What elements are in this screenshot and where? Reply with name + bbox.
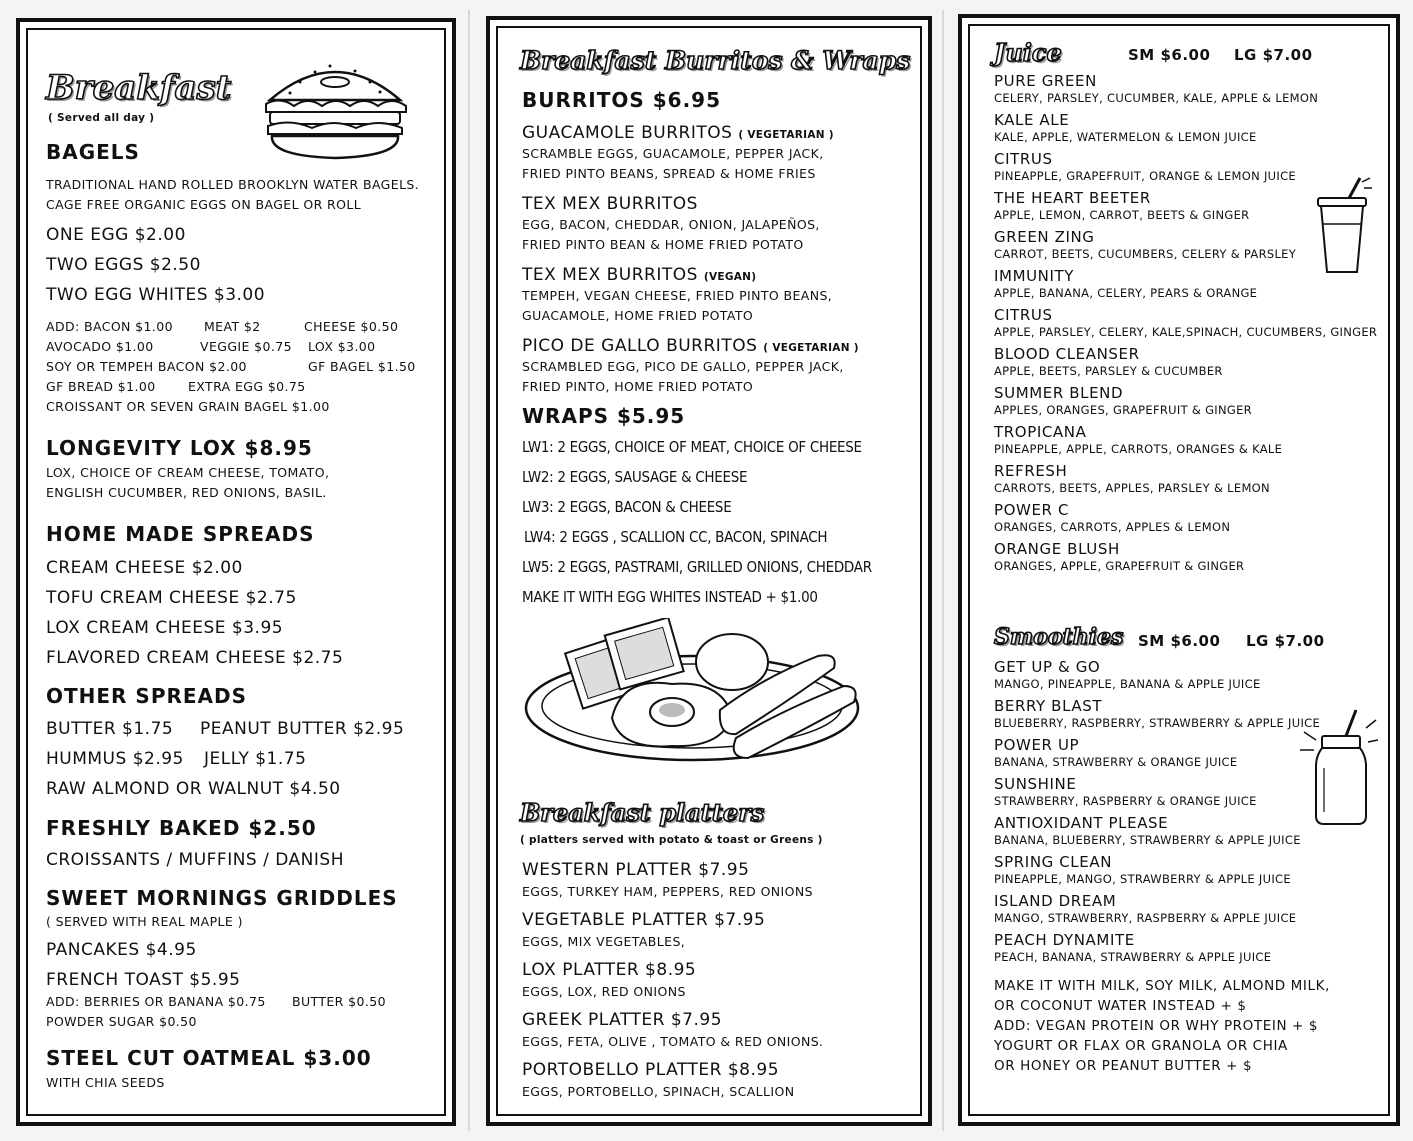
burrito-tex-mex-vegan-name — [522, 265, 756, 285]
menu-item-two-eggs: TWO EGGS $2.50 — [46, 255, 201, 275]
platter-lox-name: LOX PLATTER $8.95 — [522, 960, 697, 980]
platter-greek-desc: EGGS, FETA, OLIVE , TOMATO & RED ONIONS. — [522, 1034, 824, 1049]
smoothie-desc: MANGO, PINEAPPLE, BANANA & APPLE JUICE — [994, 677, 1261, 691]
other-jelly: JELLY $1.75 — [204, 749, 307, 769]
platters-title: Breakfast platters — [520, 798, 765, 827]
wraps-heading: WRAPS $5.95 — [522, 404, 686, 428]
juice-name: IMMUNITY — [994, 267, 1075, 285]
burrito-tex-mex-desc-1: EGG, BACON, CHEDDAR, ONION, JALAPEÑOS, — [522, 217, 820, 232]
burrito-pico-title: PICO DE GALLO BURRITOS — [522, 336, 758, 356]
fold-line-2 — [942, 10, 944, 1131]
longevity-lox-desc-1: LOX, CHOICE OF CREAM CHEESE, TOMATO, — [46, 465, 330, 480]
bagel-add-meat: MEAT $2 — [204, 319, 261, 334]
juice-name: TROPICANA — [994, 423, 1087, 441]
spread-cream-cheese: CREAM CHEESE $2.00 — [46, 558, 243, 578]
bagel-add-soy-bacon: SOY OR TEMPEH BACON $2.00 — [46, 359, 247, 374]
platters-note: ( platters served with potato & toast or Greens ) — [520, 834, 823, 846]
juice-name: GREEN ZING — [994, 228, 1095, 246]
bagels-desc-2: CAGE FREE ORGANIC EGGS ON BAGEL OR ROLL — [46, 197, 362, 212]
platter-lox-desc: EGGS, LOX, RED ONIONS — [522, 984, 686, 999]
juice-sm-price: SM $6.00 — [1128, 46, 1211, 64]
smoothie-name: ANTIOXIDANT PLEASE — [994, 814, 1169, 832]
griddle-french-toast: FRENCH TOAST $5.95 — [46, 970, 241, 990]
served-all-day-note: ( Served all day ) — [48, 112, 155, 124]
burrito-guacamole-name — [522, 123, 834, 143]
bagel-add-extra-egg: EXTRA EGG $0.75 — [188, 379, 306, 394]
smoothie-name: PEACH DYNAMITE — [994, 931, 1135, 949]
smoothie-extra-5: OR HONEY OR PEANUT BUTTER + $ — [994, 1058, 1253, 1074]
spread-flavored-cream-cheese: FLAVORED CREAM CHEESE $2.75 — [46, 648, 344, 668]
juice-name: REFRESH — [994, 462, 1068, 480]
breakfast-plate-illustration — [522, 618, 862, 768]
longevity-lox-heading: LONGEVITY LOX $8.95 — [46, 436, 313, 460]
burrito-pico-desc-2: FRIED PINTO, HOME FRIED POTATO — [522, 379, 754, 394]
burrito-guacamole-tag: ( VEGETARIAN ) — [738, 129, 834, 141]
juice-name: ORANGE BLUSH — [994, 540, 1120, 558]
burrito-tex-mex-name: TEX MEX BURRITOS — [522, 194, 698, 214]
smoothie-desc: PINEAPPLE, MANGO, STRAWBERRY & APPLE JUICE — [994, 872, 1291, 886]
burrito-pico-tag: ( VEGETARIAN ) — [763, 342, 859, 354]
juice-desc: ORANGES, CARROTS, APPLES & LEMON — [994, 520, 1231, 534]
other-butter: BUTTER $1.75 — [46, 719, 174, 739]
menu-item-one-egg: ONE EGG $2.00 — [46, 225, 186, 245]
steel-cut-oatmeal-desc: WITH CHIA SEEDS — [46, 1075, 165, 1090]
bagel-add-avocado: AVOCADO $1.00 — [46, 339, 154, 354]
burrito-guacamole-desc-2: FRIED PINTO BEANS, SPREAD & HOME FRIES — [522, 166, 816, 181]
freshly-baked-desc: CROISSANTS / MUFFINS / DANISH — [46, 850, 344, 870]
burritos-panel — [486, 16, 932, 1126]
bagels-desc-1: TRADITIONAL HAND ROLLED BROOKLYN WATER BAGELS. — [46, 177, 420, 192]
burritos-wraps-title: Breakfast Burritos & Wraps — [520, 46, 911, 75]
platter-western-name: WESTERN PLATTER $7.95 — [522, 860, 750, 880]
burrito-tex-mex-vegan-tag: (VEGAN) — [703, 271, 757, 283]
griddle-pancakes: PANCAKES $4.95 — [46, 940, 197, 960]
menu-item-two-egg-whites: TWO EGG WHITES $3.00 — [46, 285, 266, 305]
juice-desc: CELERY, PARSLEY, CUCUMBER, KALE, APPLE & LEMON — [994, 91, 1319, 105]
smoothie-name: ISLAND DREAM — [994, 892, 1117, 910]
juice-name: SUMMER BLEND — [994, 384, 1124, 402]
juice-cup-icon — [1312, 176, 1374, 276]
juice-desc: PINEAPPLE, GRAPEFRUIT, ORANGE & LEMON JUICE — [994, 169, 1296, 183]
smoothie-name: SPRING CLEAN — [994, 853, 1113, 871]
burrito-pico-name — [522, 336, 859, 356]
juice-desc: ORANGES, APPLE, GRAPEFRUIT & GINGER — [994, 559, 1245, 573]
juice-desc: APPLE, PARSLEY, CELERY, KALE,SPINACH, CUCUMBERS, GINGER — [994, 325, 1378, 339]
wrap-lw5: LW5: 2 EGGS, PASTRAMI, GRILLED ONIONS, CHEDDAR — [522, 558, 872, 576]
juice-panel — [958, 14, 1400, 1126]
smoothie-extra-1: MAKE IT WITH MILK, SOY MILK, ALMOND MILK, — [994, 978, 1330, 994]
smoothie-extra-2: OR COCONUT WATER INSTEAD + $ — [994, 998, 1247, 1014]
platter-greek-name: GREEK PLATTER $7.95 — [522, 1010, 723, 1030]
burrito-tex-mex-vegan-desc-2: GUACAMOLE, HOME FRIED POTATO — [522, 308, 754, 323]
wrap-lw1: LW1: 2 EGGS, CHOICE OF MEAT, CHOICE OF CHEESE — [522, 438, 862, 456]
bagel-sandwich-illustration — [260, 52, 410, 162]
bagels-heading: BAGELS — [46, 140, 140, 164]
juice-name: CITRUS — [994, 150, 1053, 168]
sweet-mornings-heading: SWEET MORNINGS GRIDDLES — [46, 886, 398, 910]
juice-name: POWER C — [994, 501, 1070, 519]
wrap-egg-whites: MAKE IT WITH EGG WHITES INSTEAD + $1.00 — [522, 588, 818, 606]
breakfast-panel — [16, 18, 456, 1126]
smoothie-desc: BANANA, BLUEBERRY, STRAWBERRY & APPLE JUICE — [994, 833, 1301, 847]
burrito-guacamole-title: GUACAMOLE BURRITOS — [522, 123, 733, 143]
juice-name: KALE ALE — [994, 111, 1070, 129]
smoothies-title: Smoothies — [994, 624, 1124, 650]
juice-name: THE HEART BEETER — [994, 189, 1151, 207]
fold-line-1 — [468, 10, 470, 1131]
smoothie-desc: BLUEBERRY, RASPBERRY, STRAWBERRY & APPLE JUICE — [994, 716, 1321, 730]
juice-desc: APPLE, BEETS, PARSLEY & CUCUMBER — [994, 364, 1223, 378]
juice-title: Juice — [994, 38, 1062, 67]
wrap-lw2: LW2: 2 EGGS, SAUSAGE & CHEESE — [522, 468, 748, 486]
burrito-tex-mex-vegan-desc-1: TEMPEH, VEGAN CHEESE, FRIED PINTO BEANS, — [522, 288, 833, 303]
bagel-add-gf-bagel: GF BAGEL $1.50 — [308, 359, 416, 374]
home-made-spreads-heading: HOME MADE SPREADS — [46, 522, 315, 546]
wrap-lw3: LW3: 2 EGGS, BACON & CHEESE — [522, 498, 732, 516]
burrito-tex-mex-desc-2: FRIED PINTO BEAN & HOME FRIED POTATO — [522, 237, 804, 252]
smoothie-extra-3: ADD: VEGAN PROTEIN OR WHY PROTEIN + $ — [994, 1018, 1319, 1034]
smoothie-lg-price: LG $7.00 — [1246, 632, 1325, 650]
juice-desc: APPLE, LEMON, CARROT, BEETS & GINGER — [994, 208, 1250, 222]
platter-portobello-desc: EGGS, PORTOBELLO, SPINACH, SCALLION — [522, 1084, 795, 1099]
smoothie-name: POWER UP — [994, 736, 1080, 754]
juice-desc: PINEAPPLE, APPLE, CARROTS, ORANGES & KALE — [994, 442, 1283, 456]
other-hummus: HUMMUS $2.95 — [46, 749, 184, 769]
platter-vegetable-desc: EGGS, MIX VEGETABLES, — [522, 934, 686, 949]
juice-desc: APPLES, ORANGES, GRAPEFRUIT & GINGER — [994, 403, 1252, 417]
griddle-add-butter: BUTTER $0.50 — [292, 994, 386, 1009]
juice-name: PURE GREEN — [994, 72, 1097, 90]
wrap-lw4: LW4: 2 EGGS , SCALLION CC, BACON, SPINACH — [524, 528, 828, 546]
platter-vegetable-name: VEGETABLE PLATTER $7.95 — [522, 910, 766, 930]
juice-desc: CARROTS, BEETS, APPLES, PARSLEY & LEMON — [994, 481, 1270, 495]
mason-jar-icon — [1300, 706, 1378, 826]
platter-western-desc: EGGS, TURKEY HAM, PEPPERS, RED ONIONS — [522, 884, 813, 899]
juice-name: CITRUS — [994, 306, 1053, 324]
smoothie-desc: BANANA, STRAWBERRY & ORANGE JUICE — [994, 755, 1238, 769]
juice-name: BLOOD CLEANSER — [994, 345, 1140, 363]
bagel-add-cheese: CHEESE $0.50 — [304, 319, 399, 334]
smoothie-extra-4: YOGURT OR FLAX OR GRANOLA OR CHIA — [994, 1038, 1288, 1054]
sweet-mornings-note: ( SERVED WITH REAL MAPLE ) — [46, 914, 243, 929]
other-spreads-heading: OTHER SPREADS — [46, 684, 248, 708]
juice-desc: APPLE, BANANA, CELERY, PEARS & ORANGE — [994, 286, 1258, 300]
longevity-lox-desc-2: ENGLISH CUCUMBER, RED ONIONS, BASIL. — [46, 485, 327, 500]
juice-lg-price: LG $7.00 — [1234, 46, 1313, 64]
juice-desc: KALE, APPLE, WATERMELON & LEMON JUICE — [994, 130, 1257, 144]
spread-lox-cream-cheese: LOX CREAM CHEESE $3.95 — [46, 618, 284, 638]
burrito-pico-desc-1: SCRAMBLED EGG, PICO DE GALLO, PEPPER JACK, — [522, 359, 844, 374]
smoothie-name: BERRY BLAST — [994, 697, 1103, 715]
burrito-guacamole-desc-1: SCRAMBLE EGGS, GUACAMOLE, PEPPER JACK, — [522, 146, 824, 161]
smoothie-desc: STRAWBERRY, RASPBERRY & ORANGE JUICE — [994, 794, 1257, 808]
bagel-add-bacon: ADD: BACON $1.00 — [46, 319, 173, 334]
griddle-powder-sugar: POWDER SUGAR $0.50 — [46, 1014, 197, 1029]
freshly-baked-heading: FRESHLY BAKED $2.50 — [46, 816, 317, 840]
smoothie-desc: PEACH, BANANA, STRAWBERRY & APPLE JUICE — [994, 950, 1272, 964]
breakfast-title: Breakfast — [46, 68, 232, 108]
juice-desc: CARROT, BEETS, CUCUMBERS, CELERY & PARSLEY — [994, 247, 1297, 261]
smoothie-name: SUNSHINE — [994, 775, 1077, 793]
platter-portobello-name: PORTOBELLO PLATTER $8.95 — [522, 1060, 780, 1080]
steel-cut-oatmeal-heading: STEEL CUT OATMEAL $3.00 — [46, 1046, 372, 1070]
other-raw-almond: RAW ALMOND OR WALNUT $4.50 — [46, 779, 341, 799]
other-peanut-butter: PEANUT BUTTER $2.95 — [200, 719, 405, 739]
bagel-add-lox: LOX $3.00 — [308, 339, 376, 354]
spread-tofu-cream-cheese: TOFU CREAM CHEESE $2.75 — [46, 588, 297, 608]
smoothie-name: GET UP & GO — [994, 658, 1101, 676]
griddle-add-berries: ADD: BERRIES OR BANANA $0.75 — [46, 994, 266, 1009]
smoothie-desc: MANGO, STRAWBERRY, RASPBERRY & APPLE JUICE — [994, 911, 1297, 925]
smoothie-sm-price: SM $6.00 — [1138, 632, 1221, 650]
bagel-add-gf-bread: GF BREAD $1.00 — [46, 379, 156, 394]
bagel-add-veggie: VEGGIE $0.75 — [200, 339, 292, 354]
bagel-add-croissant: CROISSANT OR SEVEN GRAIN BAGEL $1.00 — [46, 399, 330, 414]
burritos-heading: BURRITOS $6.95 — [522, 88, 721, 112]
burrito-tex-mex-vegan-title: TEX MEX BURRITOS — [522, 265, 698, 285]
